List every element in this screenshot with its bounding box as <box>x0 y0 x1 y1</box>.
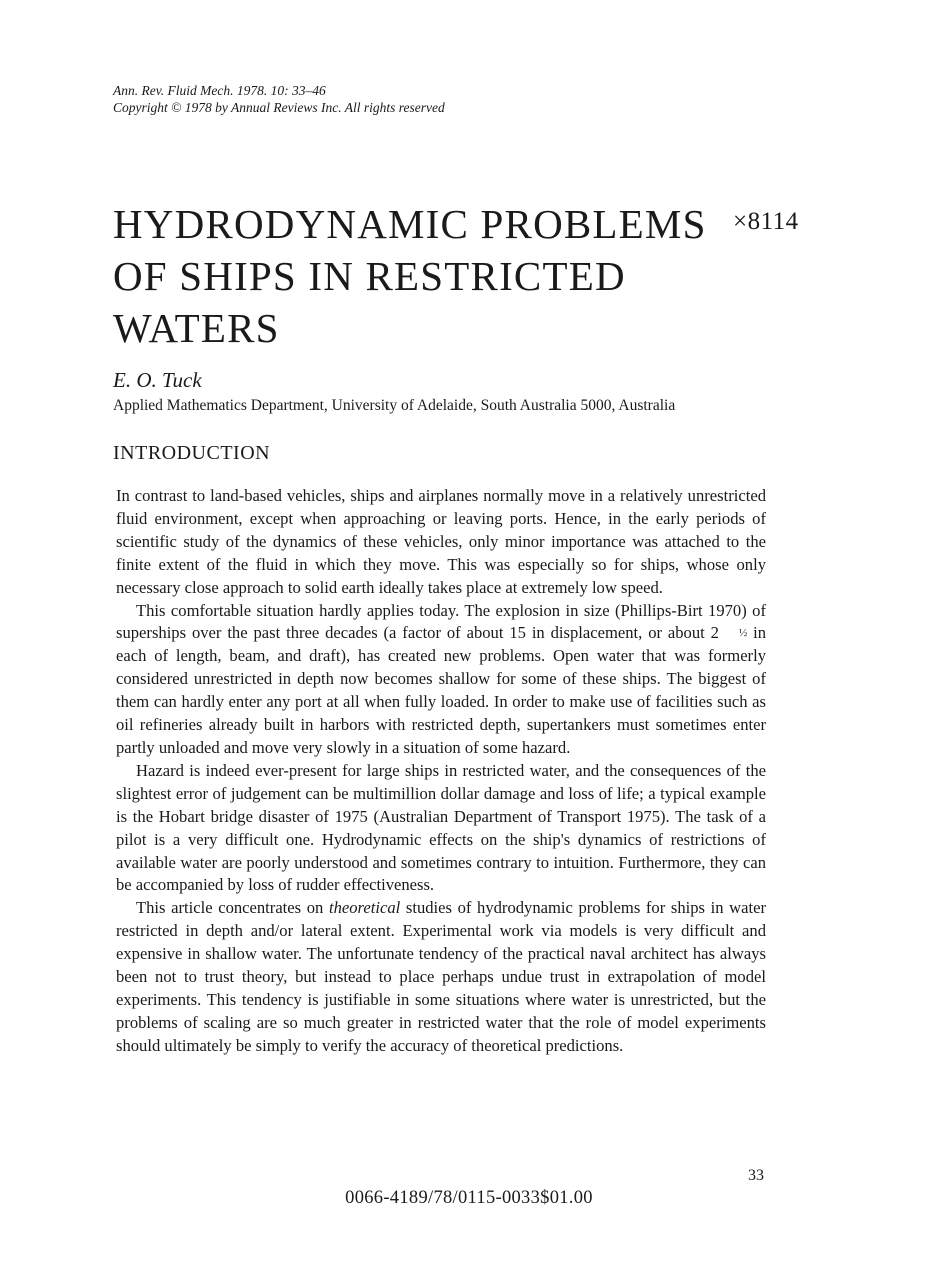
footer-code-text: 0066-4189/78/0115-0033$01.00 <box>345 1188 593 1208</box>
article-body <box>116 485 766 1058</box>
article-code: ×8114 <box>733 208 799 235</box>
title-block <box>113 198 833 354</box>
page-number: 33 <box>748 1167 764 1184</box>
paragraph-3: Hazard is indeed ever-present for large ships in restricted water, and the consequences of the slightest error of judgement can be multimillion dollar damage and loss of life; a typical example is the Hobart bridge disaster of 1975 (Australian Department of Transport 1975). The task of a pilot is a very difficult one. Hydrodynamic effects on the ship's dynamics of restrictions of available water are poorly understood and sometimes contrary to intuition. Furthermore, they can be accompanied by loss of rudder effectiveness. <box>116 760 766 895</box>
title-line-3: WATERS <box>113 305 280 351</box>
footer-code <box>0 1188 928 1209</box>
paragraph-1: In contrast to land-based vehicles, ships and airplanes normally move in a relatively unrestricted fluid environment, except when approaching or leaving ports. Hence, in the early periods of scientific study of the dynamics of these vehicles, only minor importance was attached to the finite extent of the fluid in which they move. This was especially so for ships, whose only necessary close approach to solid earth ideally takes place at extremely low speed. <box>116 486 766 597</box>
title-line-1: HYDRODYNAMIC PROBLEMS <box>113 201 707 247</box>
copyright-line: Copyright © 1978 by Annual Reviews Inc. All rights reserved <box>113 100 445 115</box>
title-line-2: OF SHIPS IN RESTRICTED <box>113 253 626 299</box>
author-affiliation: Applied Mathematics Department, University of Adelaide, South Australia 5000, Australia <box>113 397 676 414</box>
paragraph-4-part-2: studies of hydrodynamic problems for ships in water restricted in depth and/or lateral extent. Experimental work via models is very difficult and expensive in shallow water. The unfortunate tendency of the practical naval architect has always been not to trust theory, but instead to place perhaps undue trust in extrapolation of model experiments. This tendency is justifiable in some situations where water is unrestricted, but the problems of scaling are so much greater in restricted water that the role of model experiments should ultimately be simply to verify the accuracy of theoretical predictions. <box>116 898 766 1055</box>
section-heading: INTRODUCTION <box>113 442 271 464</box>
article-title <box>113 198 833 354</box>
author-name: E. O. Tuck <box>113 368 202 392</box>
paragraph-2-part-1: This comfortable situation hardly applies today. The explosion in size (Phillips-Birt 1970) of superships over the past three decades (a factor of about 15 in displacement, or about 2 <box>116 600 766 643</box>
emphasis-theoretical: theoretical <box>328 898 401 918</box>
paragraph-2 <box>116 600 766 760</box>
journal-header <box>113 82 445 116</box>
paragraph-2-part-2: in each of length, beam, and draft), has created new problems. Open water that was formerly considered unrestricted in depth now becomes shallow for some of these ships. The biggest of them can hardly enter any port at all when fully loaded. In order to make use of facilities such as oil refineries already built in harbors with restricted depth, supertankers must sometimes enter partly unloaded and move very slowly in a situation of some hazard. <box>116 623 766 757</box>
paragraph-4-part-1: This article concentrates on <box>136 898 329 918</box>
journal-citation: Ann. Rev. Fluid Mech. 1978. 10: 33–46 <box>113 83 326 98</box>
paragraph-4 <box>116 897 766 1057</box>
fraction-half: ½ <box>738 627 748 640</box>
